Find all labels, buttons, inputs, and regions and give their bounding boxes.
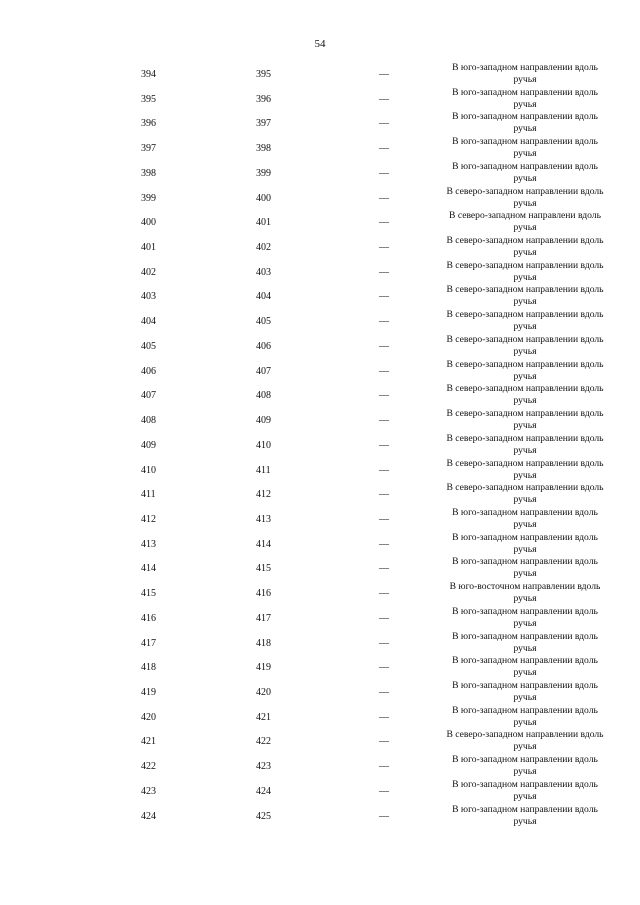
distance-dash: — — [379, 761, 389, 773]
distance-dash: — — [379, 340, 389, 352]
table-row — [0, 309, 640, 334]
direction-description: В северо-западном направлении вдоль ручья — [446, 284, 604, 308]
direction-description: В юго-западном направлении вдоль ручья — [452, 704, 598, 728]
distance-dash: — — [379, 439, 389, 451]
table-row — [0, 260, 640, 285]
distance-dash: — — [379, 93, 389, 105]
table-row — [0, 161, 640, 186]
point-to: 406 — [256, 340, 271, 352]
point-to: 418 — [256, 637, 271, 649]
table-row — [0, 62, 640, 87]
table-row — [0, 210, 640, 235]
point-from: 423 — [141, 785, 156, 797]
point-to: 407 — [256, 365, 271, 377]
table-row — [0, 87, 640, 112]
direction-description: В северо-западном направлении вдоль ручья — [446, 408, 604, 432]
point-to: 403 — [256, 266, 271, 278]
distance-dash: — — [379, 143, 389, 155]
direction-description: В юго-западном направлении вдоль ручья — [452, 62, 598, 85]
distance-dash: — — [379, 242, 389, 254]
point-from: 424 — [141, 810, 156, 822]
point-from: 412 — [141, 513, 156, 525]
distance-dash: — — [379, 217, 389, 229]
direction-description: В северо-западном направлении вдоль ручья — [446, 185, 604, 209]
direction-description: В юго-западном направлении вдоль ручья — [452, 803, 598, 827]
point-from: 403 — [141, 291, 156, 303]
distance-dash: — — [379, 118, 389, 130]
distance-dash: — — [379, 637, 389, 649]
point-from: 400 — [141, 217, 156, 229]
direction-description: В северо-западном направлении вдоль ручья — [446, 457, 604, 481]
point-to: 408 — [256, 390, 271, 402]
point-to: 399 — [256, 167, 271, 179]
direction-description: В юго-западном направлении вдоль ручья — [452, 136, 598, 160]
table-row — [0, 729, 640, 754]
point-from: 397 — [141, 143, 156, 155]
point-to: 405 — [256, 316, 271, 328]
table-row — [0, 631, 640, 656]
distance-dash: — — [379, 538, 389, 550]
boundary-description-table — [0, 62, 640, 828]
point-to: 423 — [256, 761, 271, 773]
point-from: 420 — [141, 711, 156, 723]
point-to: 415 — [256, 563, 271, 575]
point-to: 421 — [256, 711, 271, 723]
point-to: 404 — [256, 291, 271, 303]
point-to: 420 — [256, 686, 271, 698]
direction-description: В юго-западном направлении вдоль ручья — [452, 778, 598, 802]
point-from: 414 — [141, 563, 156, 575]
direction-description: В северо-западном направлении вдоль ручья — [446, 235, 604, 259]
point-from: 418 — [141, 662, 156, 674]
point-to: 398 — [256, 143, 271, 155]
page-number: 54 — [314, 38, 326, 50]
point-to: 416 — [256, 588, 271, 600]
direction-description: В северо-западном направлении вдоль ручья — [446, 482, 604, 506]
direction-description: В юго-западном направлении вдоль ручья — [452, 605, 598, 629]
direction-description: В юго-западном направлении вдоль ручья — [452, 160, 598, 184]
direction-description: В северо-западном направлении вдоль ручья — [446, 259, 604, 283]
point-from: 408 — [141, 415, 156, 427]
point-from: 402 — [141, 266, 156, 278]
point-from: 398 — [141, 167, 156, 179]
direction-description: В северо-западном направлении вдоль ручья — [446, 358, 604, 382]
direction-description: В юго-западном направлении вдоль ручья — [452, 506, 598, 530]
table-row — [0, 606, 640, 631]
distance-dash: — — [379, 365, 389, 377]
point-from: 405 — [141, 340, 156, 352]
table-row — [0, 779, 640, 804]
distance-dash: — — [379, 686, 389, 698]
table-row — [0, 433, 640, 458]
point-to: 402 — [256, 242, 271, 254]
point-from: 413 — [141, 538, 156, 550]
direction-description: В юго-восточном направлении вдоль ручья — [449, 581, 601, 605]
point-from: 415 — [141, 588, 156, 600]
table-row — [0, 383, 640, 408]
point-from: 421 — [141, 736, 156, 748]
distance-dash: — — [379, 711, 389, 723]
table-row — [0, 581, 640, 606]
table-row — [0, 136, 640, 161]
point-from: 395 — [141, 93, 156, 105]
direction-description: В северо-западном направлении вдоль ручья — [446, 309, 604, 333]
point-from: 410 — [141, 464, 156, 476]
table-row — [0, 507, 640, 532]
direction-description: В юго-западном направлении вдоль ручья — [452, 111, 598, 135]
table-row — [0, 408, 640, 433]
distance-dash: — — [379, 464, 389, 476]
point-to: 401 — [256, 217, 271, 229]
distance-dash: — — [379, 588, 389, 600]
table-row — [0, 235, 640, 260]
distance-dash: — — [379, 266, 389, 278]
point-from: 401 — [141, 242, 156, 254]
direction-description: В юго-западном направлении вдоль ручья — [452, 531, 598, 555]
point-to: 396 — [256, 93, 271, 105]
direction-description: В северо-западном направлении вдоль ручья — [446, 383, 604, 407]
table-row — [0, 532, 640, 557]
point-to: 411 — [256, 464, 271, 476]
point-to: 424 — [256, 785, 271, 797]
point-from: 394 — [141, 69, 156, 80]
point-from: 406 — [141, 365, 156, 377]
table-row — [0, 754, 640, 779]
direction-description: В юго-западном направлении вдоль ручья — [452, 679, 598, 703]
table-row — [0, 458, 640, 483]
direction-description: В северо-западном направлении вдоль ручья — [446, 333, 604, 357]
table-row — [0, 482, 640, 507]
distance-dash: — — [379, 291, 389, 303]
distance-dash: — — [379, 785, 389, 797]
distance-dash: — — [379, 316, 389, 328]
point-to: 422 — [256, 736, 271, 748]
distance-dash: — — [379, 192, 389, 204]
point-to: 417 — [256, 612, 271, 624]
point-to: 419 — [256, 662, 271, 674]
direction-description: В северо-западном направлении вдоль ручья — [446, 729, 604, 753]
distance-dash: — — [379, 563, 389, 575]
table-row — [0, 359, 640, 384]
point-from: 417 — [141, 637, 156, 649]
point-to: 410 — [256, 439, 271, 451]
direction-description: В юго-западном направлении вдоль ручья — [452, 630, 598, 654]
table-row — [0, 334, 640, 359]
distance-dash: — — [379, 390, 389, 402]
table-row — [0, 655, 640, 680]
distance-dash: — — [379, 167, 389, 179]
table-row — [0, 556, 640, 581]
point-from: 422 — [141, 761, 156, 773]
point-to: 413 — [256, 513, 271, 525]
distance-dash: — — [379, 662, 389, 674]
point-from: 404 — [141, 316, 156, 328]
distance-dash: — — [379, 513, 389, 525]
table-row — [0, 284, 640, 309]
distance-dash: — — [379, 736, 389, 748]
table-row — [0, 111, 640, 136]
table-row — [0, 680, 640, 705]
point-from: 409 — [141, 439, 156, 451]
distance-dash: — — [379, 69, 389, 80]
direction-description: В северо-западном направлени вдоль ручья — [449, 210, 601, 234]
point-to: 409 — [256, 415, 271, 427]
distance-dash: — — [379, 612, 389, 624]
direction-description: В северо-западном направлении вдоль ручья — [446, 432, 604, 456]
direction-description: В юго-западном направлении вдоль ручья — [452, 754, 598, 778]
point-to: 400 — [256, 192, 271, 204]
table-row — [0, 804, 640, 829]
point-to: 395 — [256, 69, 271, 80]
direction-description: В юго-западном направлении вдоль ручья — [452, 655, 598, 679]
point-to: 397 — [256, 118, 271, 130]
point-from: 411 — [141, 489, 156, 501]
point-to: 414 — [256, 538, 271, 550]
distance-dash: — — [379, 415, 389, 427]
direction-description: В юго-западном направлении вдоль ручья — [452, 556, 598, 580]
point-from: 399 — [141, 192, 156, 204]
table-row — [0, 186, 640, 211]
direction-description: В юго-западном направлении вдоль ручья — [452, 86, 598, 110]
point-from: 419 — [141, 686, 156, 698]
point-from: 396 — [141, 118, 156, 130]
distance-dash: — — [379, 810, 389, 822]
table-row — [0, 705, 640, 730]
point-to: 412 — [256, 489, 271, 501]
point-from: 407 — [141, 390, 156, 402]
point-to: 425 — [256, 810, 271, 822]
distance-dash: — — [379, 489, 389, 501]
point-from: 416 — [141, 612, 156, 624]
